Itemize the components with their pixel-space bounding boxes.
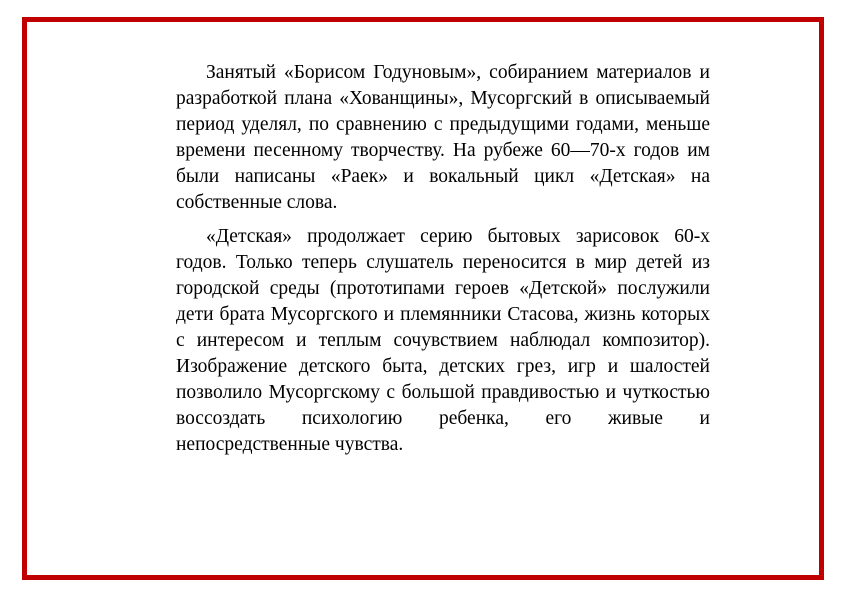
- slide-text-body: [176, 60, 710, 458]
- paragraph-1: Занятый «Борисом Годуновым», собиранием материалов и разработкой плана «Хованщины», Мусоргский в описываемый период уделял, по сравнению с предыдущими годами, меньше времени песенному творчеству. На рубеже 60—70-х годов им были написаны «Раек» и вокальный цикл «Детская» на собственные слова.: [176, 62, 710, 213]
- paragraph-2: «Детская» продолжает серию бытовых зарисовок 60-х годов. Только теперь слушатель переносится в мир детей из городской среды (прототипами героев «Детской» послужили дети брата Мусоргского и племянники Стасова, жизнь которых с интересом и теплым сочувствием наблюдал композитор). Изображение детского быта, детских грез, игр и шалостей позволило Мусоргскому с большой правдивостью и чуткостью воссоздать психологию ребенка, его живые и непосредственные чувства.: [176, 226, 710, 455]
